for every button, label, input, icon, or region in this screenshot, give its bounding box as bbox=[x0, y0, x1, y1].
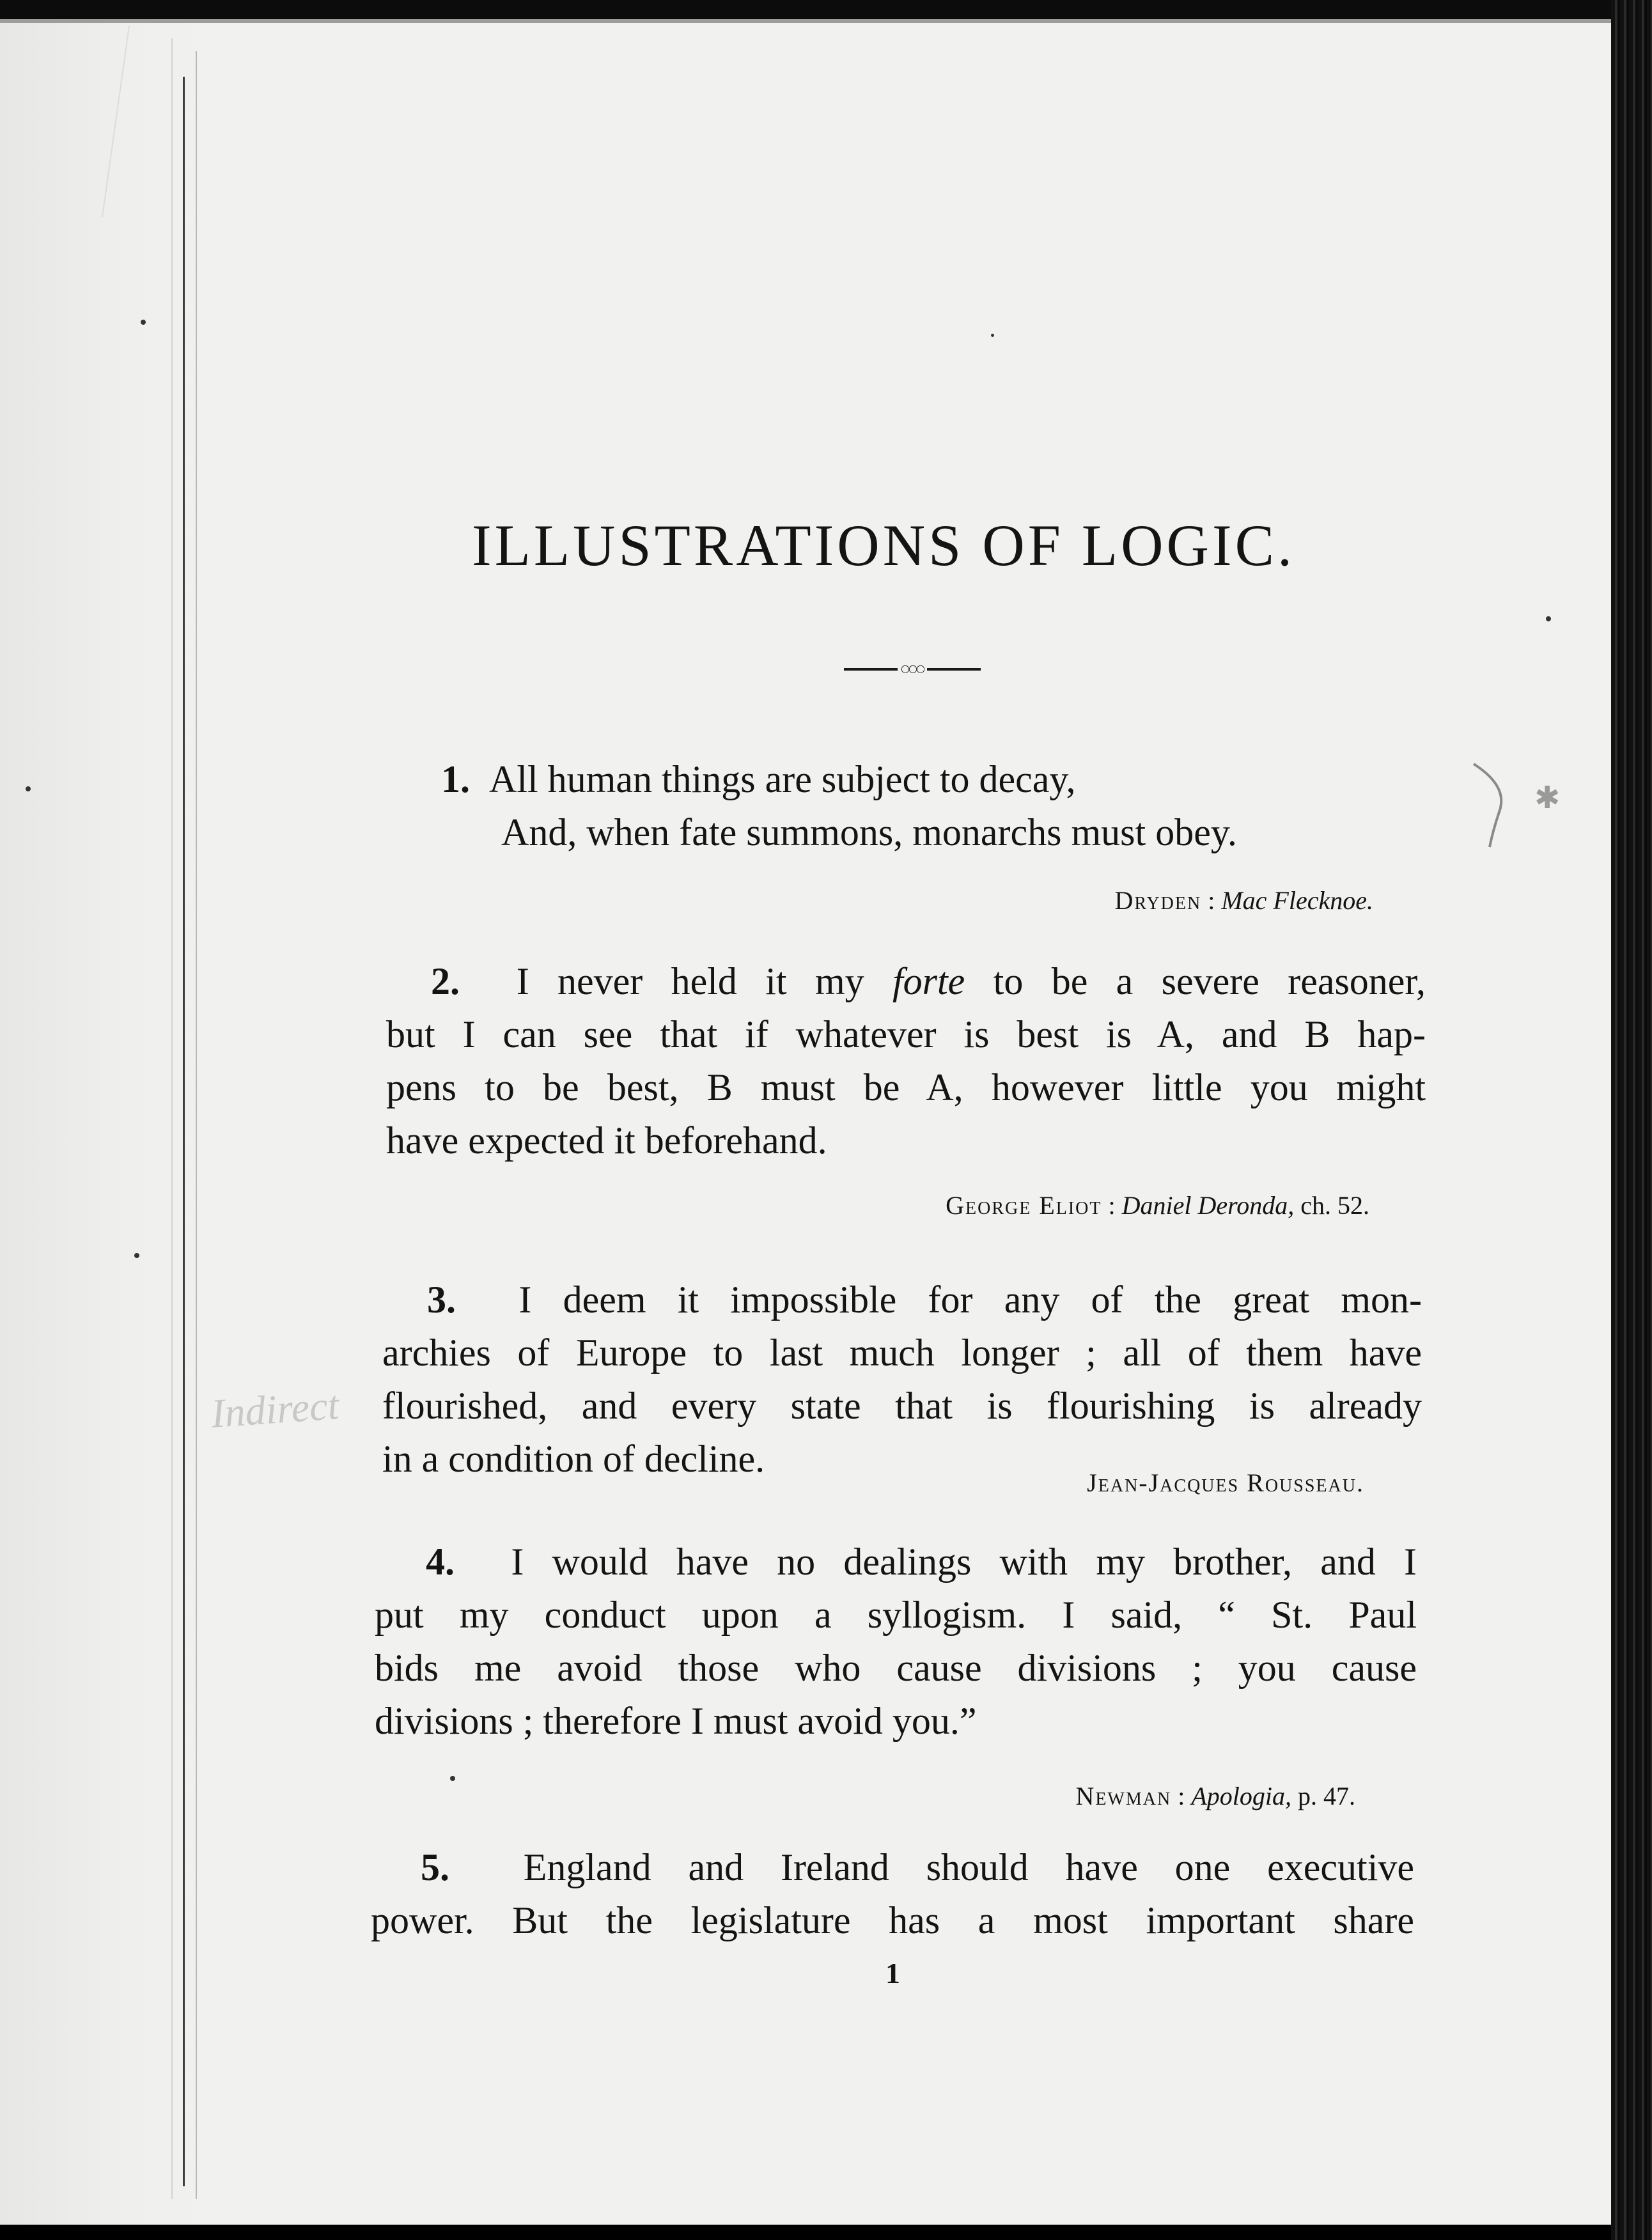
author-name: Newman bbox=[1075, 1782, 1172, 1810]
entry-1-line-1: 1. All human things are subject to decay, bbox=[441, 758, 1076, 800]
entry-number: 3. bbox=[427, 1279, 456, 1321]
top-page-edge bbox=[0, 19, 1611, 23]
entry-3-line-4: in a condition of decline. bbox=[382, 1438, 765, 1480]
entry-3-line-1: 3. I deem it impossible for any of the great mon- bbox=[427, 1279, 1422, 1321]
author-name: Dryden bbox=[1114, 886, 1202, 915]
author-name: George Eliot bbox=[946, 1191, 1102, 1220]
entry-number: 1. bbox=[441, 758, 470, 800]
entry-4-line-2: put my conduct upon a syllogism. I said, “ St. Paul bbox=[375, 1594, 1417, 1636]
entry-2-line-4: have expected it beforehand. bbox=[386, 1119, 827, 1162]
entry-number: 4. bbox=[426, 1541, 455, 1583]
entry-2 bbox=[386, 955, 1426, 1167]
entry-1-line-2: And, when fate summons, monarchs must obey. bbox=[501, 811, 1237, 853]
entry-4 bbox=[375, 1536, 1417, 1748]
entry-4-line-3: bids me avoid those who cause divisions ; you cause bbox=[375, 1647, 1417, 1689]
entry-4-attribution: Newman : Apologia, p. 47. bbox=[1075, 1782, 1355, 1810]
speck bbox=[450, 1776, 455, 1781]
gutter-shading bbox=[0, 0, 211, 2225]
entry-number: 2. bbox=[431, 960, 460, 1002]
ornament-rule bbox=[844, 668, 898, 671]
entry-3-line-2: archies of Europe to last much longer ; all of them have bbox=[382, 1332, 1422, 1374]
spine-line bbox=[183, 77, 185, 2186]
reference: ch. 52. bbox=[1300, 1191, 1369, 1220]
entry-2-line-2: but I can see that if whatever is best is A, and B hap- bbox=[386, 1013, 1426, 1055]
reference: p. 47. bbox=[1298, 1782, 1355, 1810]
gutter-line bbox=[196, 51, 197, 2199]
entry-2-attribution: George Eliot : Daniel Deronda, ch. 52. bbox=[946, 1191, 1369, 1220]
page-title: ILLUSTRATIONS OF LOGIC. bbox=[472, 513, 1295, 578]
speck bbox=[991, 334, 994, 337]
entry-5-line-1: 5. England and Ireland should have one executive bbox=[421, 1846, 1414, 1888]
ornament-loops: ○○○ bbox=[901, 662, 924, 674]
entry-number: 5. bbox=[421, 1846, 449, 1888]
entry-1 bbox=[441, 753, 1400, 859]
ornament-rule bbox=[927, 668, 981, 671]
entry-2-line-1: 2. I never held it my forte to be a severe reasoner, bbox=[431, 960, 1426, 1002]
entry-4-line-1: 4. I would have no dealings with my brother, and I bbox=[426, 1541, 1417, 1583]
speck bbox=[134, 1253, 139, 1258]
book-edge bbox=[1611, 0, 1652, 2240]
author-name: Jean-Jacques Rousseau. bbox=[1087, 1468, 1364, 1497]
top-scan-edge bbox=[0, 0, 1652, 22]
title-ornament bbox=[844, 662, 981, 675]
paper-crease bbox=[102, 26, 296, 217]
speck bbox=[141, 320, 146, 325]
entry-3-line-3: flourished, and every state that is flourishing is already bbox=[382, 1385, 1422, 1427]
entry-4-line-4: divisions ; therefore I must avoid you.” bbox=[375, 1700, 977, 1742]
entry-3 bbox=[382, 1273, 1422, 1486]
speck bbox=[26, 786, 31, 791]
entry-1-attribution: Dryden : Mac Flecknoe. bbox=[1114, 886, 1373, 915]
pencil-asterisk-mark: ✱ bbox=[1534, 780, 1561, 816]
faint-margin-annotation: Indirect bbox=[209, 1382, 341, 1436]
work-title: Mac Flecknoe. bbox=[1221, 886, 1373, 915]
page-number: 1 bbox=[885, 1957, 900, 1989]
entry-3-attribution bbox=[1087, 1468, 1364, 1498]
gutter-line bbox=[171, 38, 173, 2199]
speck bbox=[1546, 616, 1551, 621]
entry-2-line-3: pens to be best, B must be A, however little you might bbox=[386, 1066, 1426, 1108]
entry-5-line-2: power. But the legislature has a most important share bbox=[371, 1899, 1414, 1941]
work-title: Apologia, bbox=[1191, 1782, 1291, 1810]
pencil-bracket-mark bbox=[1470, 761, 1515, 850]
entry-5 bbox=[371, 1841, 1414, 1947]
work-title: Daniel Deronda, bbox=[1121, 1191, 1295, 1220]
